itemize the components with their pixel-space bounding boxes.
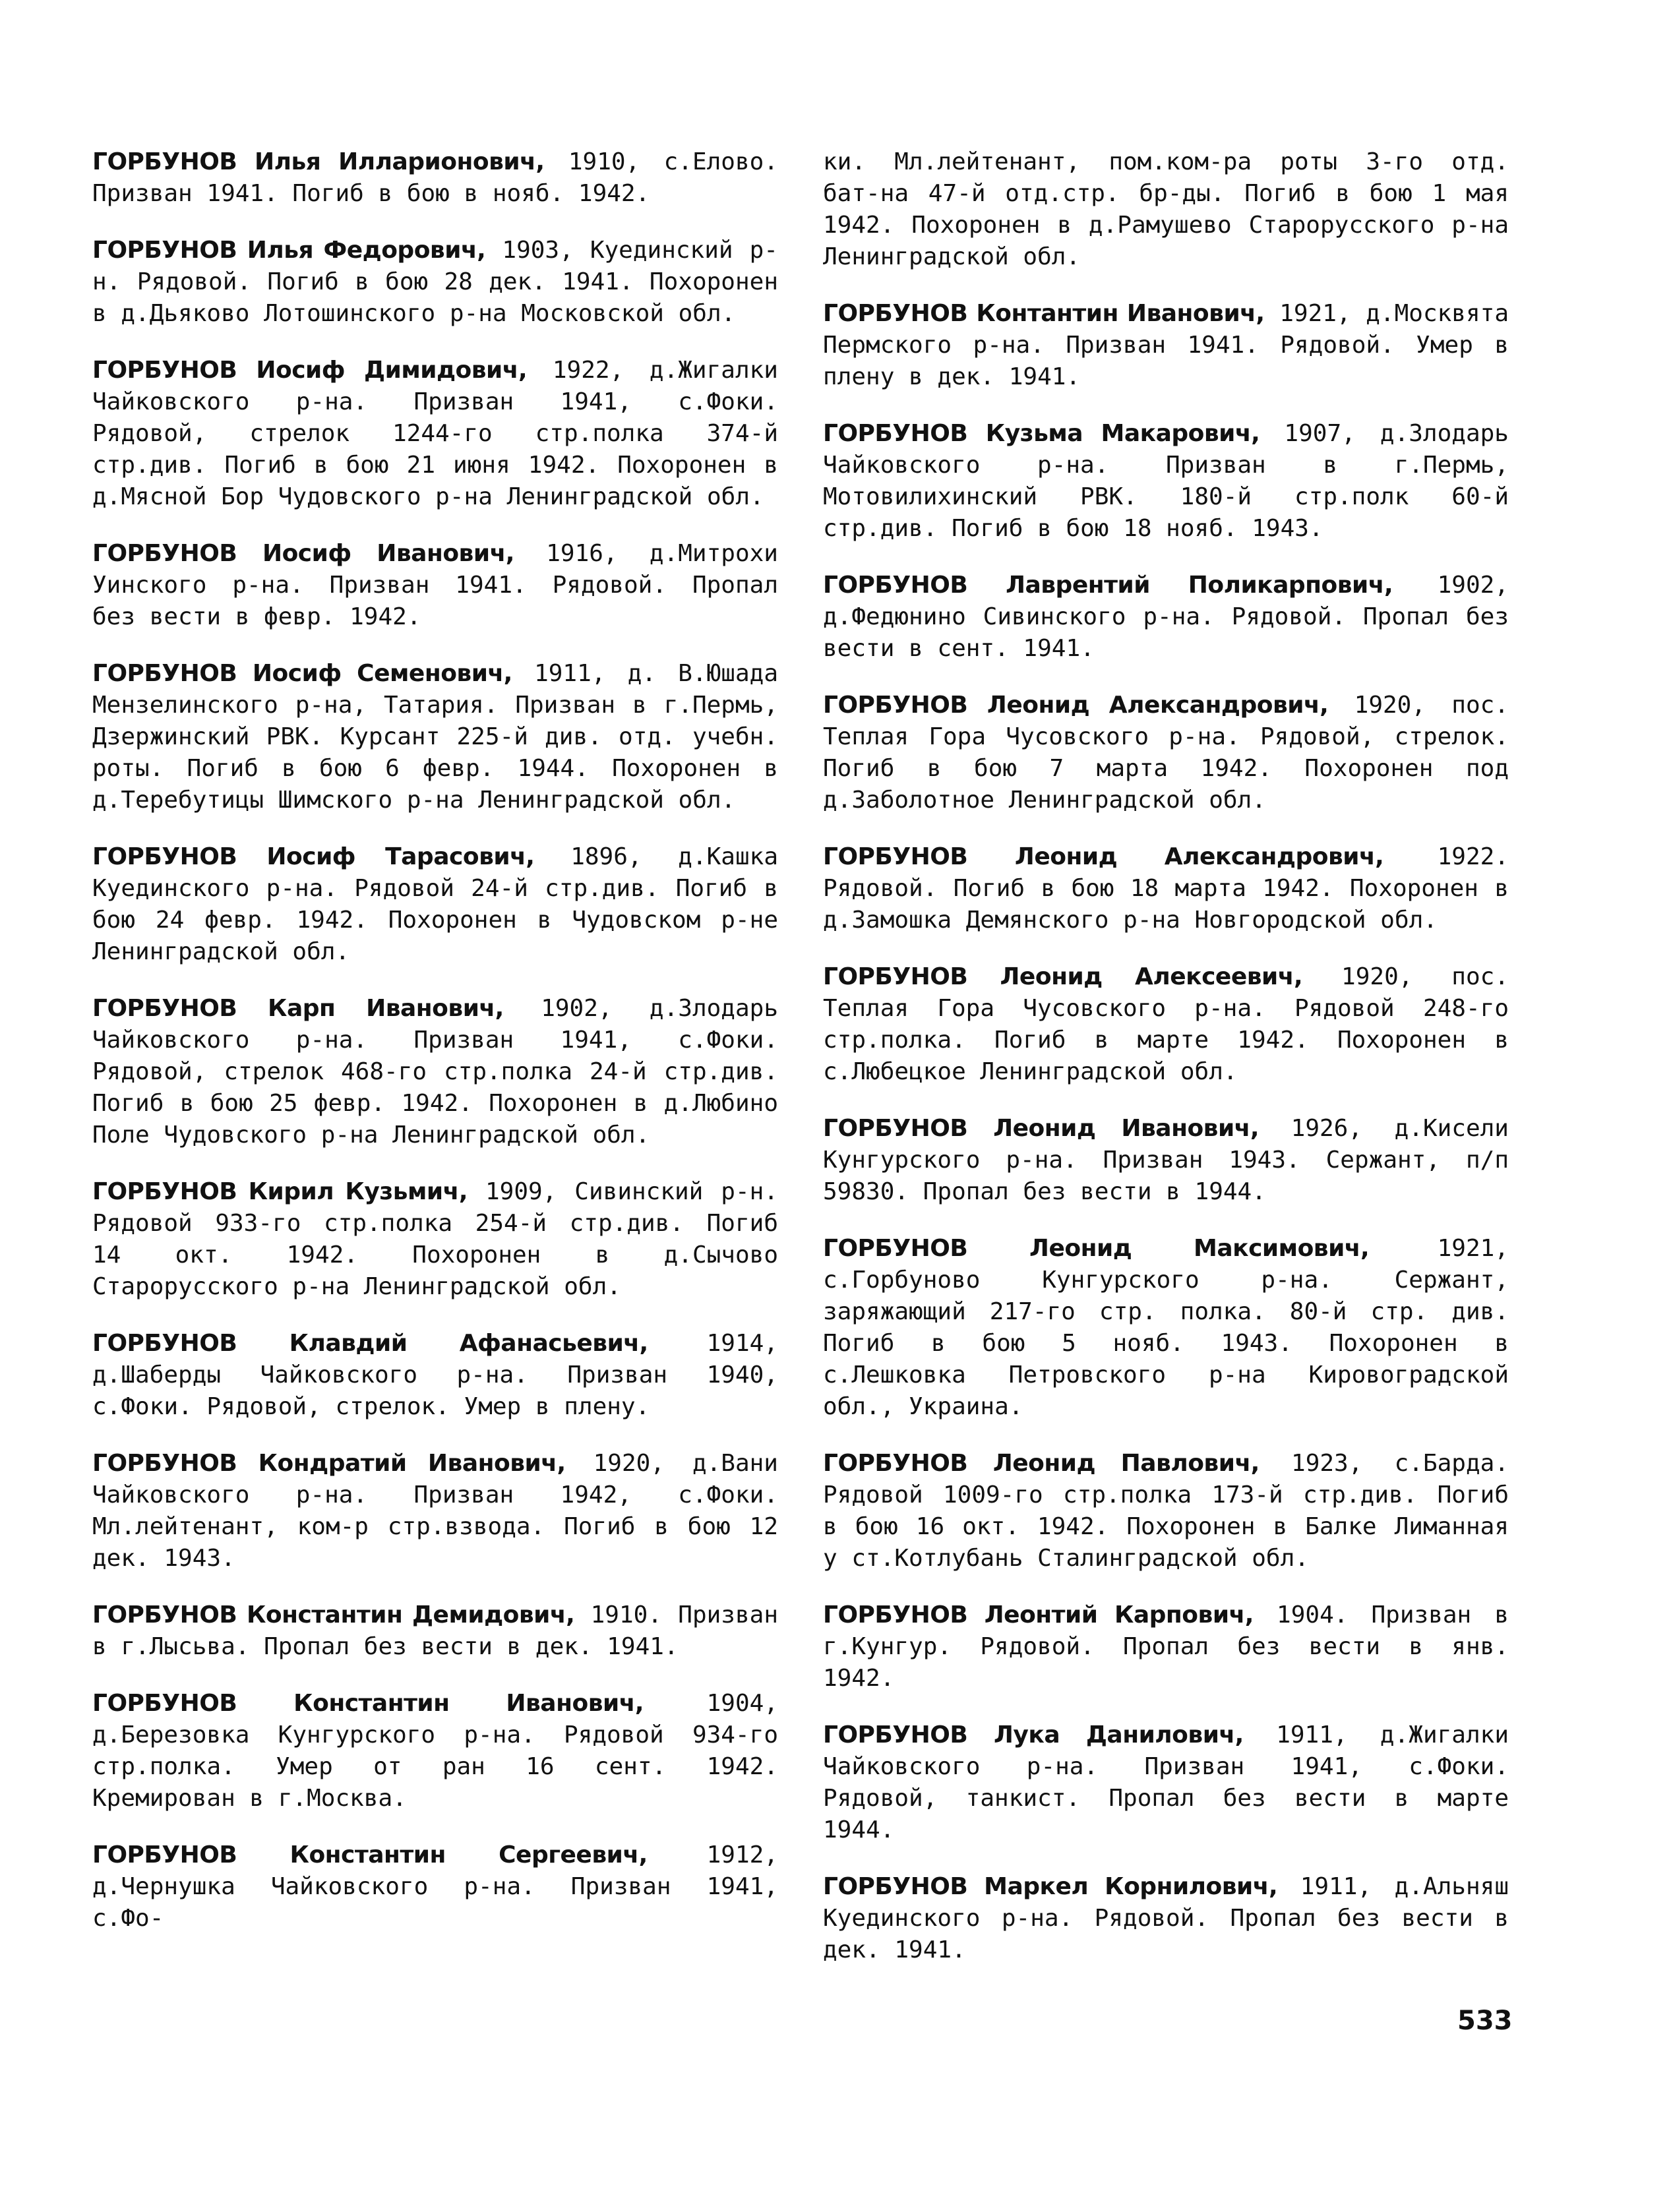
entry-text: 1904. Призван в г.Кунгур. Рядовой. Пропал без вести в янв. 1942. — [823, 1601, 1509, 1692]
entry — [92, 1839, 778, 1934]
entry-text: 1902, д.Злодарь Чайковского р-на. Призван 1941, с.Фоки. Рядовой, стрелок 468-го стр.полка 24-й стр.див. Погиб в бою 25 февр. 1942. Похоронен в д.Любино Поле Чудовского р-на Ленинградской обл. — [92, 995, 778, 1149]
entry-name: ГОРБУНОВ Илья Илларионович, — [92, 148, 545, 175]
entry-text: 1911, д.Альняш Куединского р-на. Рядовой. Пропал без вести в дек. 1941. — [823, 1873, 1509, 1963]
entry-text: 1911, д.Жигалки Чайковского р-на. Призван 1941, с.Фоки. Рядовой, танкист. Пропал без вести в марте 1944. — [823, 1721, 1509, 1843]
entry — [823, 418, 1509, 545]
entry-text: 1920, д.Вани Чайковского р-на. Призван 1942, с.Фоки. Мл.лейтенант, ком-р стр.взвода. Погиб в бою 12 дек. 1943. — [92, 1450, 778, 1572]
entry-name: ГОРБУНОВ Леонтий Карпович, — [823, 1601, 1254, 1629]
entry — [92, 538, 778, 633]
entry-text: 1910, с.Елово. Призван 1941. Погиб в бою в нояб. 1942. — [92, 148, 778, 207]
entry-text: 1920, пос. Теплая Гора Чусовского р-на. Рядовой, стрелок. Погиб в бою 7 марта 1942. Похоронен под д.Заболотное Ленинградской обл. — [823, 692, 1509, 814]
entry-name: ГОРБУНОВ Контантин Иванович, — [823, 300, 1265, 327]
entry-text: 1907, д.Злодарь Чайковского р-на. Призван в г.Пермь, Мотовилихинский РВК. 180-й стр.полк 60-й стр.див. Погиб в бою 18 нояб. 1943. — [823, 420, 1509, 542]
entry — [823, 1233, 1509, 1423]
entry — [92, 658, 778, 816]
entry-text: 1922. Рядовой. Погиб в бою 18 марта 1942. Похоронен в д.Замошка Демянского р-на Новгородской обл. — [823, 843, 1509, 934]
entry-text: 1922, д.Жигалки Чайковского р-на. Призван 1941, с.Фоки. Рядовой, стрелок 1244-го стр.полка 374-й стр.див. Погиб в бою 21 июня 1942. Похоронен в д.Мясной Бор Чудовского р-на Ленинградской обл. — [92, 357, 778, 510]
entry-name: ГОРБУНОВ Леонид Александрович, — [823, 692, 1329, 719]
entry-text: 1903, Куединский р-н. Рядовой. Погиб в бою 28 дек. 1941. Похоронен в д.Дьяково Лотошинского р-на Московской обл. — [92, 237, 778, 327]
entry-name: ГОРБУНОВ Кирил Кузьмич, — [92, 1178, 468, 1205]
entry-text: 1916, д.Митрохи Уинского р-на. Призван 1941. Рядовой. Пропал без вести в февр. 1942. — [92, 540, 778, 630]
entry-text: 1914, д.Шаберды Чайковского р-на. Призван 1940, с.Фоки. Рядовой, стрелок. Умер в плену. — [92, 1330, 778, 1420]
entry — [823, 1719, 1509, 1846]
entry-name: ГОРБУНОВ Иосиф Димидович, — [92, 357, 528, 384]
entry-name: ГОРБУНОВ Клавдий Афанасьевич, — [92, 1330, 648, 1357]
entry — [823, 841, 1509, 936]
entry — [823, 1448, 1509, 1574]
entry-text: 1911, д. В.Юшада Мензелинского р-на, Татария. Призван в г.Пермь, Дзержинский РВК. Курсант 225-й див. отд. учебн. роты. Погиб в бою 6 февр. 1944. Похоронен в д.Теребутицы Шимского р-на Ленинградской обл. — [92, 660, 778, 814]
entry — [92, 841, 778, 968]
entry — [823, 690, 1509, 816]
entry — [823, 961, 1509, 1088]
entry — [92, 1688, 778, 1814]
entry-name: ГОРБУНОВ Илья Федорович, — [92, 237, 486, 264]
entry-text: 1921, с.Горбуново Кунгурского р-на. Сержант, заряжающий 217-го стр. полка. 80-й стр. див. Погиб в бою 5 нояб. 1943. Похоронен в с.Лешковка Петровского р-на Кировоградской обл., Украина. — [823, 1235, 1509, 1420]
entry — [823, 570, 1509, 665]
entry-text: ки. Мл.лейтенант, пом.ком-ра роты 3-го отд. бат-на 47-й отд.стр. бр-ды. Погиб в бою 1 мая 1942. Похоронен в д.Рамушево Старорусского р-на Ленинградской обл. — [823, 148, 1509, 270]
entry — [92, 993, 778, 1151]
entry — [823, 298, 1509, 393]
entry-text: 1902, д.Федюнино Сивинского р-на. Рядовой. Пропал без вести в сент. 1941. — [823, 572, 1509, 662]
entry-continuation — [823, 146, 1509, 273]
entry — [92, 235, 778, 330]
entry-name: ГОРБУНОВ Леонид Павлович, — [823, 1450, 1260, 1477]
entry-name: ГОРБУНОВ Леонид Максимович, — [823, 1235, 1370, 1262]
entry-text: 1921, д.Москвята Пермского р-на. Призван 1941. Рядовой. Умер в плену в дек. 1941. — [823, 300, 1509, 390]
entry-name: ГОРБУНОВ Константин Сергеевич, — [92, 1841, 648, 1868]
entry-text: 1896, д.Кашка Куединского р-на. Рядовой 24-й стр.див. Погиб в бою 24 февр. 1942. Похоронен в Чудовском р-не Ленинградской обл. — [92, 843, 778, 965]
entry-text: 1926, д.Кисели Кунгурского р-на. Призван 1943. Сержант, п/п 59830. Пропал без вести в 1944. — [823, 1115, 1509, 1205]
entry-name: ГОРБУНОВ Иосиф Иванович, — [92, 540, 514, 567]
entry-name: ГОРБУНОВ Леонид Иванович, — [823, 1115, 1260, 1142]
entry-name: ГОРБУНОВ Лука Данилович, — [823, 1721, 1244, 1749]
entry-name: ГОРБУНОВ Константин Демидович, — [92, 1601, 575, 1629]
entry — [92, 1328, 778, 1423]
entry — [92, 1448, 778, 1574]
entry — [823, 1113, 1509, 1208]
left-column — [92, 146, 778, 1959]
entry-name: ГОРБУНОВ Иосиф Семенович, — [92, 660, 512, 687]
entry-name: ГОРБУНОВ Иосиф Тарасович, — [92, 843, 535, 870]
entry — [823, 1871, 1509, 1966]
entry-name: ГОРБУНОВ Константин Иванович, — [92, 1690, 644, 1717]
entry-name: ГОРБУНОВ Кондратий Иванович, — [92, 1450, 566, 1477]
entry — [92, 355, 778, 513]
entry — [92, 146, 778, 210]
entry-text: 1912, д.Чернушка Чайковского р-на. Призван 1941, с.Фо- — [92, 1841, 778, 1932]
entry-text: 1909, Сивинский р-н. Рядовой 933-го стр.полка 254-й стр.див. Погиб 14 окт. 1942. Похоронен в д.Сычово Старорусского р-на Ленинградской обл. — [92, 1178, 778, 1300]
entry — [92, 1176, 778, 1303]
entry-name: ГОРБУНОВ Лаврентий Поликарпович, — [823, 572, 1393, 599]
entry-name: ГОРБУНОВ Леонид Алексеевич, — [823, 963, 1303, 990]
entry-name: ГОРБУНОВ Карп Иванович, — [92, 995, 504, 1022]
entry — [92, 1599, 778, 1663]
entry-name: ГОРБУНОВ Леонид Александрович, — [823, 843, 1384, 870]
entry — [823, 1599, 1509, 1694]
entry-text: 1904, д.Березовка Кунгурского р-на. Рядовой 934-го стр.полка. Умер от ран 16 сент. 1942. Кремирован в г.Москва. — [92, 1690, 778, 1812]
entry-name: ГОРБУНОВ Кузьма Макарович, — [823, 420, 1260, 447]
right-column — [823, 146, 1509, 1991]
entry-name: ГОРБУНОВ Маркел Корнилович, — [823, 1873, 1278, 1900]
entry-text: 1910. Призван в г.Лысьва. Пропал без вести в дек. 1941. — [92, 1601, 778, 1660]
entry-text: 1923, с.Барда. Рядовой 1009-го стр.полка 173-й стр.див. Погиб в бою 16 окт. 1942. Похоронен в Балке Лиманная у ст.Котлубань Сталинградской обл. — [823, 1450, 1509, 1572]
entry-text: 1920, пос. Теплая Гора Чусовского р-на. Рядовой 248-го стр.полка. Погиб в марте 1942. Похоронен в с.Любецкое Ленинградской обл. — [823, 963, 1509, 1085]
page-number: 533 — [1457, 2006, 1513, 2036]
